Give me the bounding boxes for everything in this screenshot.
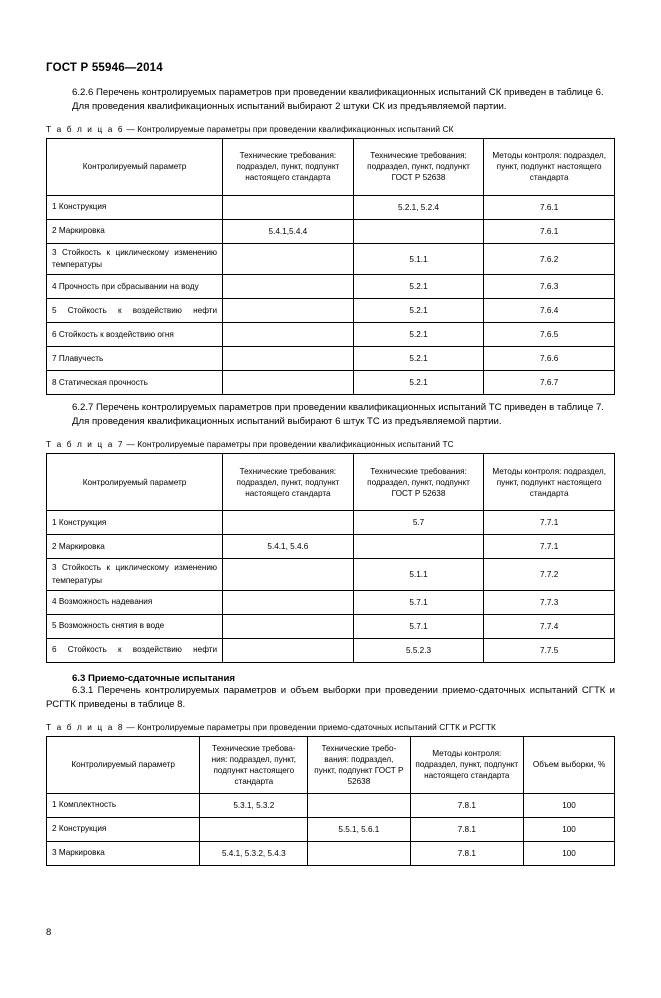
table-8-cell-sample: 100 <box>524 817 615 841</box>
table-7-caption-label: Т а б л и ц а 7 <box>46 439 125 450</box>
table-8-header-cell-1: Технические требова- ния: подраздел, пункт, подпункт настоящего стандарта <box>200 736 308 793</box>
table-7-cell-param: 1 Конструкция <box>47 511 223 535</box>
table-6-cell-param: 2 Маркировка <box>47 219 223 243</box>
table-6-cell-param: 3 Стойкость к циклическому изменению температуры <box>47 243 223 275</box>
table-8-caption <box>46 722 615 732</box>
table-8-caption-text: — Контролируемые параметры при проведении приемо-сдаточных испытаний СГТК и РСГТК <box>124 721 496 732</box>
table-7-cell-param: 6 Стойкость к воздействию нефти <box>47 638 223 662</box>
table-7-cell-method: 7.7.4 <box>484 614 615 638</box>
table-6-cell-req-std: 5.4.1,5.4.4 <box>223 219 354 243</box>
table-7-header-cell-1: Технические требования: подраздел, пункт, подпункт настоящего стандарта <box>223 454 354 511</box>
table-6-cell-req-gost: 5.1.1 <box>353 243 484 275</box>
table-row <box>47 638 615 662</box>
table-7-header-cell-3: Методы контроля: подраздел, пункт, подпункт настоящего стандарта <box>484 454 615 511</box>
table-6-cell-req-gost: 5.2.1, 5.2.4 <box>353 195 484 219</box>
table-7-header-cell-2: Технические требования: подраздел, пункт, подпункт ГОСТ Р 52638 <box>353 454 484 511</box>
table-7-cell-req-std <box>223 638 354 662</box>
table-6-cell-req-gost: 5.2.1 <box>353 347 484 371</box>
table-6-cell-req-std <box>223 323 354 347</box>
table-8-cell-method: 7.8.1 <box>410 817 524 841</box>
table-row <box>47 817 615 841</box>
table-7-cell-req-std <box>223 559 354 591</box>
table-8-header-cell-4: Объем выборки, % <box>524 736 615 793</box>
table-8-cell-req-gost <box>308 841 410 865</box>
table-7 <box>46 453 615 663</box>
table-7-cell-req-gost: 5.1.1 <box>353 559 484 591</box>
table-6-header-row <box>47 138 615 195</box>
table-6-cell-param: 5 Стойкость к воздействию нефти <box>47 299 223 323</box>
table-7-cell-method: 7.7.2 <box>484 559 615 591</box>
table-row <box>47 793 615 817</box>
table-6-cell-method: 7.6.7 <box>484 371 615 395</box>
table-8-cell-req-gost: 5.5.1, 5.6.1 <box>308 817 410 841</box>
table-6-header-cell-1: Технические требования: подраздел, пункт, подпункт настоящего стандарта <box>223 138 354 195</box>
table-6-cell-method: 7.6.2 <box>484 243 615 275</box>
table-row <box>47 535 615 559</box>
table-6-cell-method: 7.6.1 <box>484 219 615 243</box>
table-8-cell-req-std: 5.3.1, 5.3.2 <box>200 793 308 817</box>
table-6-cell-param: 6 Стойкость к воздействию огня <box>47 323 223 347</box>
table-7-cell-req-gost: 5.7.1 <box>353 614 484 638</box>
table-7-header-cell-0: Контролируемый параметр <box>47 454 223 511</box>
table-6-header-cell-0: Контролируемый параметр <box>47 138 223 195</box>
table-row <box>47 371 615 395</box>
table-7-cell-req-gost: 5.5.2.3 <box>353 638 484 662</box>
table-6-cell-param: 7 Плавучесть <box>47 347 223 371</box>
table-8-cell-sample: 100 <box>524 793 615 817</box>
table-6-header-cell-2: Технические требования: подраздел, пункт, подпункт ГОСТ Р 52638 <box>353 138 484 195</box>
table-6-cell-method: 7.6.4 <box>484 299 615 323</box>
table-8-header-cell-0: Контролируемый параметр <box>47 736 200 793</box>
table-row <box>47 841 615 865</box>
table-6-cell-req-std <box>223 195 354 219</box>
table-6-cell-param: 8 Статическая прочность <box>47 371 223 395</box>
table-6-caption <box>46 124 615 134</box>
table-6-cell-req-std <box>223 243 354 275</box>
table-6-cell-req-gost: 5.2.1 <box>353 275 484 299</box>
table-6 <box>46 138 615 396</box>
table-7-cell-method: 7.7.1 <box>484 535 615 559</box>
paragraph-6-2-7: 6.2.7 Перечень контролируемых параметров при проведении квалификационных испытаний ТС приведен в таблице 7. <box>72 402 604 414</box>
paragraph-6-2-6-note: Для проведения квалификационных испытаний выбирают 2 штуки СК из предъявляемой партии. <box>72 100 507 112</box>
table-6-cell-method: 7.6.3 <box>484 275 615 299</box>
table-7-cell-method: 7.7.3 <box>484 590 615 614</box>
table-row <box>47 347 615 371</box>
table-6-cell-req-std <box>223 347 354 371</box>
table-7-cell-param: 3 Стойкость к циклическому изменению температуры <box>47 559 223 591</box>
table-6-cell-req-gost <box>353 219 484 243</box>
table-8-cell-method: 7.8.1 <box>410 841 524 865</box>
page-number: 8 <box>46 927 52 938</box>
table-row <box>47 590 615 614</box>
table-row <box>47 559 615 591</box>
table-7-cell-method: 7.7.1 <box>484 511 615 535</box>
table-7-cell-req-std <box>223 511 354 535</box>
table-7-cell-req-std <box>223 590 354 614</box>
table-8-caption-label: Т а б л и ц а 8 <box>46 721 125 732</box>
table-6-cell-req-std <box>223 371 354 395</box>
heading-6-3: 6.3 Приемо-сдаточные испытания <box>72 672 235 684</box>
table-6-cell-param: 4 Прочность при сбрасывании на воду <box>47 275 223 299</box>
table-7-cell-method: 7.7.5 <box>484 638 615 662</box>
table-8-header-row <box>47 736 615 793</box>
table-8 <box>46 736 615 866</box>
table-row <box>47 243 615 275</box>
table-8-cell-param: 1 Комплектность <box>47 793 200 817</box>
page-header: ГОСТ Р 55946—2014 <box>46 62 163 74</box>
table-row <box>47 323 615 347</box>
table-6-caption-label: Т а б л и ц а 6 <box>46 123 125 134</box>
table-7-cell-req-std: 5.4.1, 5.4.6 <box>223 535 354 559</box>
table-8-cell-sample: 100 <box>524 841 615 865</box>
table-8-cell-param: 2 Конструкция <box>47 817 200 841</box>
table-6-cell-req-gost: 5.2.1 <box>353 371 484 395</box>
table-8-cell-method: 7.8.1 <box>410 793 524 817</box>
document-page <box>0 62 661 998</box>
table-6-cell-method: 7.6.1 <box>484 195 615 219</box>
table-6-cell-req-gost: 5.2.1 <box>353 299 484 323</box>
paragraph-6-2-6: 6.2.6 Перечень контролируемых параметров при проведении квалификационных испытаний СК приведен в таблице 6. <box>72 87 604 98</box>
table-7-caption <box>46 439 615 449</box>
table-6-cell-req-gost: 5.2.1 <box>353 323 484 347</box>
table-6-cell-method: 7.6.6 <box>484 347 615 371</box>
table-7-cell-req-std <box>223 614 354 638</box>
table-6-caption-text: — Контролируемые параметры при проведении квалификационных испытаний СК <box>124 123 454 134</box>
table-row <box>47 511 615 535</box>
table-7-cell-param: 2 Маркировка <box>47 535 223 559</box>
paragraph-6-2-7-note: Для проведения квалификационных испытаний выбирают 6 штук ТС из предъявляемой партии. <box>72 416 502 428</box>
table-7-cell-req-gost: 5.7.1 <box>353 590 484 614</box>
table-6-cell-method: 7.6.5 <box>484 323 615 347</box>
table-8-header-cell-3: Методы контроля: подраздел, пункт, подпункт настоящего стандарта <box>410 736 524 793</box>
table-6-cell-req-std <box>223 275 354 299</box>
table-row <box>47 299 615 323</box>
table-7-cell-param: 4 Возможность надевания <box>47 590 223 614</box>
table-8-header-cell-2: Технические требо- вания: подраздел, пункт, подпункт ГОСТ Р 52638 <box>308 736 410 793</box>
paragraph-6-3-1: 6.3.1 Перечень контролируемых параметров и объем выборки при проведении приемо-сдаточных испытаний СГТК и РСГТК приведены в таблице 8. <box>46 684 615 710</box>
table-7-cell-req-gost <box>353 535 484 559</box>
table-row <box>47 195 615 219</box>
table-7-cell-param: 5 Возможность снятия в воде <box>47 614 223 638</box>
table-8-cell-req-std: 5.4.1, 5.3.2, 5.4.3 <box>200 841 308 865</box>
table-row <box>47 275 615 299</box>
table-7-cell-req-gost: 5.7 <box>353 511 484 535</box>
table-row <box>47 219 615 243</box>
table-7-caption-text: — Контролируемые параметры при проведении квалификационных испытаний ТС <box>124 439 454 450</box>
table-8-cell-param: 3 Маркировка <box>47 841 200 865</box>
table-6-header-cell-3: Методы контроля: подраздел, пункт, подпункт настоящего стандарта <box>484 138 615 195</box>
table-6-cell-param: 1 Конструкция <box>47 195 223 219</box>
table-7-header-row <box>47 454 615 511</box>
table-6-cell-req-std <box>223 299 354 323</box>
table-8-cell-req-std <box>200 817 308 841</box>
table-row <box>47 614 615 638</box>
table-8-cell-req-gost <box>308 793 410 817</box>
